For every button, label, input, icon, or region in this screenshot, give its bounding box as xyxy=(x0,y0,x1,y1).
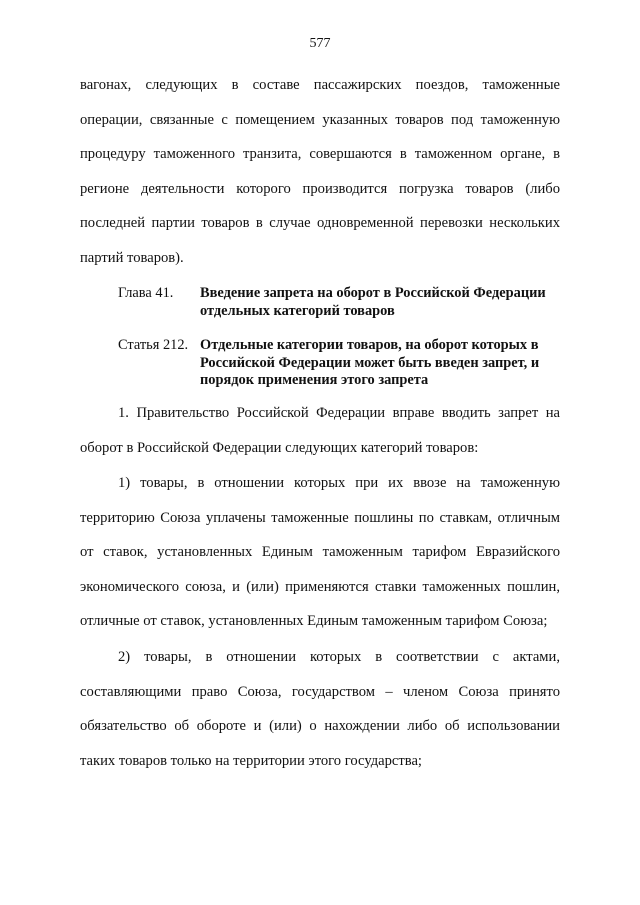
paragraph-item-1: 1) товары, в отношении которых при их ввозе на таможенную территорию Союза уплачены таможенные пошлины по ставкам, отличным от ставок, установленных Единым таможенным тарифом Евразийского экономического союза, и (или) применяются ставки таможенных пошлин, отличные от ставок, установленных Единым таможенным тарифом Союза; xyxy=(80,475,560,630)
article-heading xyxy=(118,337,564,390)
page-number: 577 xyxy=(309,36,331,51)
paragraph-1: 1. Правительство Российской Федерации вправе вводить запрет на оборот в Российской Федерации следующих категорий товаров: xyxy=(80,405,560,456)
article-title: Отдельные категории товаров, на оборот которых в Российской Федерации может быть введен запрет, и порядок применения этого запрета xyxy=(200,337,540,388)
chapter-label: Глава 41. xyxy=(118,285,174,301)
chapter-heading xyxy=(118,285,564,320)
paragraph-item-2: 2) товары, в отношении которых в соответствии с актами, составляющими право Союза, государством – членом Союза принято обязательство об обороте и (или) о нахождении либо об использовании таких товаров только на территории этого государства; xyxy=(80,649,560,769)
chapter-title: Введение запрета на оборот в Российской Федерации отдельных категорий товаров xyxy=(200,285,546,319)
article-label: Статья 212. xyxy=(118,337,189,353)
continuation-paragraph: вагонах, следующих в составе пассажирских поездов, таможенные операции, связанные с помещением указанных товаров под таможенную процедуру таможенного транзита, совершаются в таможенном органе, в регионе деятельности которого производится погрузка товаров (либо последней партии товаров в случае одновременной перевозки нескольких партий товаров). xyxy=(80,77,560,266)
